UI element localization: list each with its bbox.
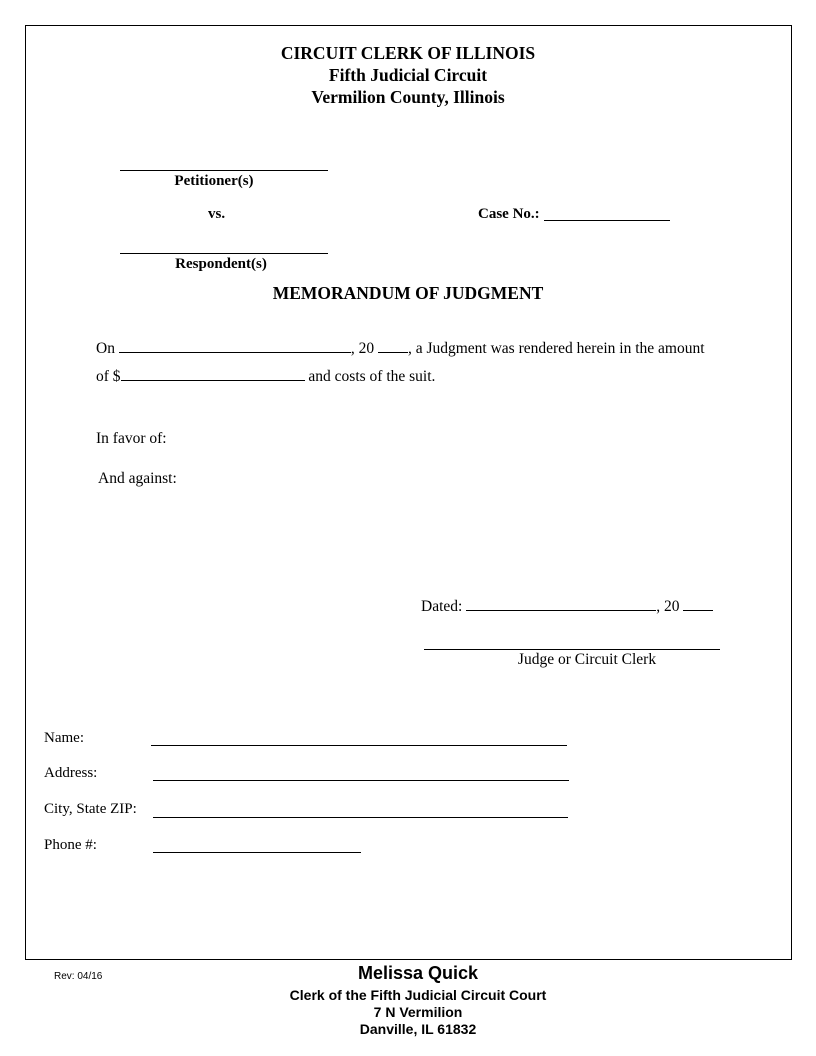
clerk-city: Danville, IL 61832 bbox=[359, 1021, 477, 1037]
amount-field[interactable] bbox=[121, 366, 305, 381]
dated-year-prefix: , 20 bbox=[656, 598, 680, 615]
clerk-title: Clerk of the Fifth Judicial Circuit Court bbox=[289, 987, 547, 1003]
on-label: On bbox=[96, 340, 115, 357]
phone-field[interactable] bbox=[153, 852, 361, 853]
name-field[interactable] bbox=[151, 745, 567, 746]
respondent-line[interactable] bbox=[120, 253, 328, 254]
dated-field[interactable] bbox=[466, 596, 656, 611]
dated-year-field[interactable] bbox=[683, 596, 713, 611]
city-state-zip-label: City, State ZIP: bbox=[44, 801, 137, 817]
judgment-year-field[interactable] bbox=[378, 338, 408, 353]
costs-text: and costs of the suit. bbox=[308, 368, 436, 385]
vs-label: vs. bbox=[208, 206, 226, 222]
respondent-label: Respondent(s) bbox=[175, 256, 267, 272]
in-favor-label: In favor of: bbox=[96, 430, 167, 447]
judgment-text: , a Judgment was rendered herein in the amount bbox=[407, 340, 705, 357]
signer-label: Judge or Circuit Clerk bbox=[517, 651, 657, 668]
city-state-zip-field[interactable] bbox=[153, 817, 568, 818]
revision-label: Rev: 04/16 bbox=[54, 971, 103, 982]
clerk-street: 7 N Vermilion bbox=[373, 1004, 463, 1020]
petitioner-label: Petitioner(s) bbox=[174, 173, 254, 189]
signature-line[interactable] bbox=[424, 649, 720, 650]
case-no-line[interactable] bbox=[544, 220, 670, 221]
court-heading: CIRCUIT CLERK OF ILLINOIS bbox=[280, 43, 536, 63]
circuit-heading: Fifth Judicial Circuit bbox=[328, 65, 488, 85]
judgment-line-1 bbox=[96, 338, 705, 358]
clerk-name: Melissa Quick bbox=[357, 963, 479, 983]
year-prefix: , 20 bbox=[350, 340, 375, 357]
address-field[interactable] bbox=[153, 780, 569, 781]
county-heading: Vermilion County, Illinois bbox=[311, 87, 505, 107]
phone-label: Phone #: bbox=[44, 837, 97, 853]
judgment-date-field[interactable] bbox=[119, 338, 351, 353]
against-label: And against: bbox=[98, 470, 177, 487]
document-title: MEMORANDUM OF JUDGMENT bbox=[272, 283, 544, 303]
petitioner-line[interactable] bbox=[120, 170, 328, 171]
case-no-label: Case No.: bbox=[478, 206, 540, 222]
dated-label: Dated: bbox=[421, 598, 463, 615]
address-label: Address: bbox=[44, 765, 98, 781]
form-border bbox=[25, 25, 792, 960]
judgment-line-2 bbox=[96, 366, 435, 386]
name-label: Name: bbox=[44, 730, 84, 746]
amount-label: of $ bbox=[96, 368, 121, 385]
dated-line bbox=[421, 596, 713, 616]
